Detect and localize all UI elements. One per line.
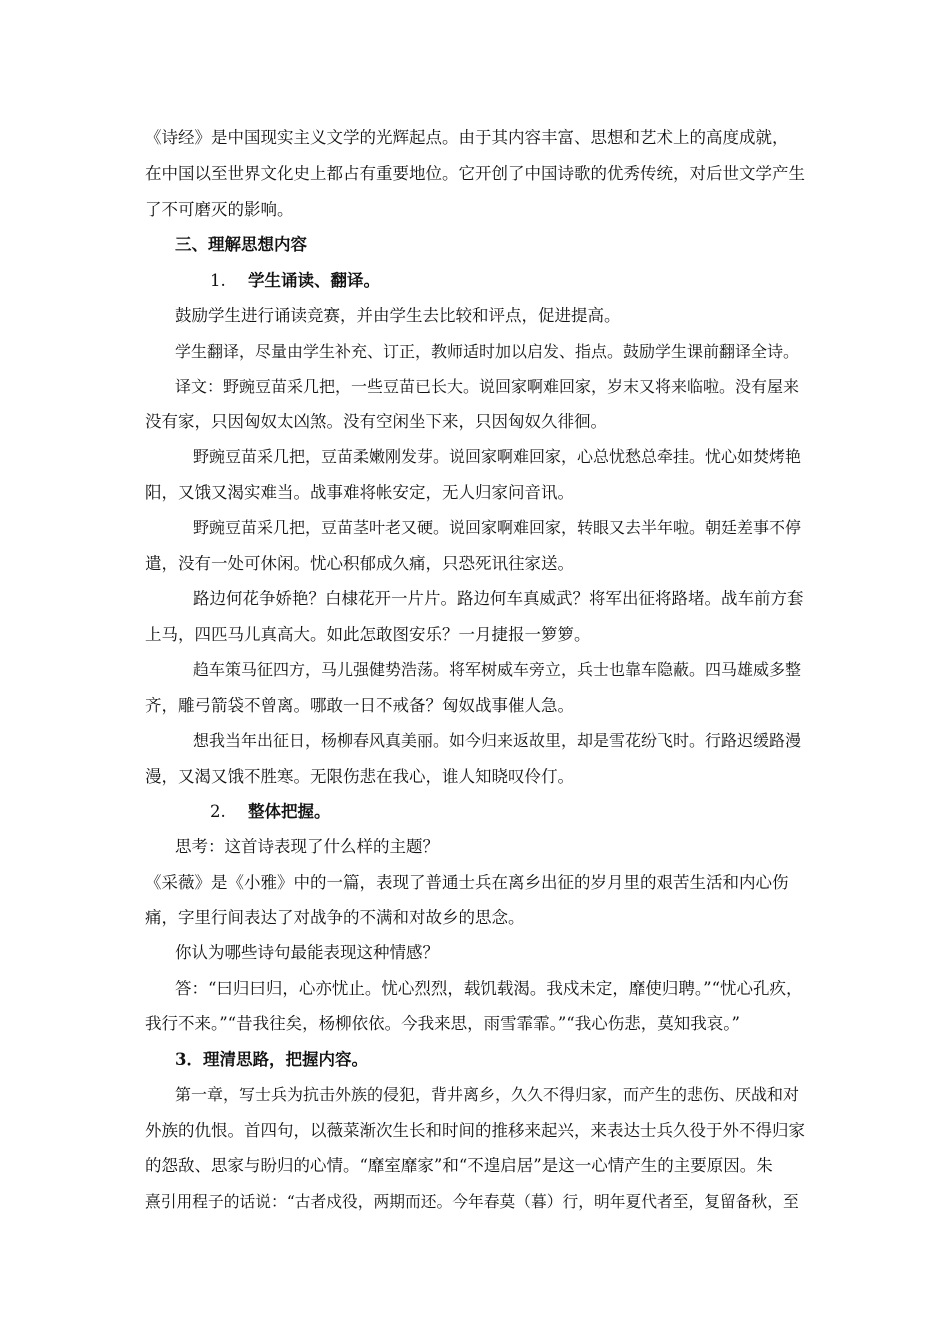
paragraph-line: 趋车策马征四方，马儿强健势浩荡。将军树威车旁立，兵士也靠车隐蔽。四马雄威多整 (193, 660, 802, 679)
paragraph-line: 野豌豆苗采几把，豆苗柔嫩刚发芽。说回家啊难回家，心总忧愁总牵挂。忧心如焚烤艳 (193, 447, 802, 466)
paragraph-line: 没有家，只因匈奴太凶煞。没有空闲坐下来，只因匈奴久徘徊。 (145, 412, 607, 431)
paragraph-line: 路边何花争娇艳？白棣花开一片片。路边何车真威武？将军出征将路堵。战车前方套 (193, 589, 804, 608)
paragraph-line: 遣，没有一处可休闲。忧心积郁成久痛，只恐死讯往家送。 (145, 554, 574, 573)
subheading (210, 270, 380, 292)
paragraph-line: 学生翻译，尽量由学生补充、订正，教师适时加以启发、指点。鼓励学生课前翻译全诗。 (175, 342, 800, 361)
subheading: 3．理清思路，把握内容。 (175, 1050, 368, 1069)
paragraph-line: 译文：野豌豆苗采几把，一些豆苗已长大。说回家啊难回家，岁末又将来临啦。没有屋来 (175, 377, 800, 396)
subheading (210, 801, 331, 823)
paragraph-line: 你认为哪些诗句最能表现这种情感？ (175, 943, 439, 962)
paragraph-line: 《诗经》是中国现实主义文学的光辉起点。由于其内容丰富、思想和艺术上的高度成就， (145, 128, 789, 147)
paragraph-line: 野豌豆苗采几把，豆苗茎叶老又硬。说回家啊难回家，转眼又去半年啦。朝廷差事不停 (193, 518, 802, 537)
paragraph-line: 第一章，写士兵为抗击外族的侵犯，背井离乡，久久不得归家，而产生的悲伤、厌战和对 (175, 1085, 800, 1104)
paragraph-line: 痛，字里行间表达了对战争的不满和对故乡的思念。 (145, 908, 525, 927)
paragraph-line: 上马，四匹马儿真高大。如此怎敢图安乐？一月捷报一箩箩。 (145, 625, 591, 644)
paragraph-line: 《采薇》是《小雅》中的一篇，表现了普通士兵在离乡出征的岁月里的艰苦生活和内心伤 (145, 873, 789, 892)
paragraph-line: 我行不来。”“昔我往矣，杨柳依依。今我来思，雨雪霏霏。”“我心伤悲，莫知我哀。” (145, 1014, 740, 1033)
paragraph-line: 鼓励学生进行诵读竞赛，并由学生去比较和评点，促进提高。 (175, 306, 621, 325)
paragraph-line: 外族的仇恨。首四句，以薇菜渐次生长和时间的推移来起兴，来表达士兵久役于外不得归家 (145, 1121, 805, 1140)
subheading-text: 学生诵读、翻译。 (248, 271, 380, 290)
paragraph-line: 想我当年出征日，杨柳春风真美丽。如今归来返故里，却是雪花纷飞时。行路迟缓路漫 (193, 731, 802, 750)
paragraph-line: 思考：这首诗表现了什么样的主题？ (175, 837, 439, 856)
section-heading: 三、理解思想内容 (175, 235, 307, 254)
paragraph-line: 熹引用程子的话说：“古者戍役，两期而还。今年春莫（暮）行，明年夏代者至，复留备秋，至 (145, 1192, 799, 1211)
subheading-text: 整体把握。 (248, 802, 331, 821)
paragraph-line: 了不可磨灭的影响。 (145, 200, 294, 219)
subheading-number: 1. (210, 271, 226, 290)
paragraph-line: 的怨敌、思家与盼归的心情。“靡室靡家”和“不遑启居”是这一心情产生的主要原因。朱 (145, 1156, 773, 1175)
paragraph-line: 漫，又渴又饿不胜寒。无限伤悲在我心，谁人知晓叹伶仃。 (145, 767, 574, 786)
paragraph-line: 答：“曰归曰归，心亦忧止。忧心烈烈，载饥载渴。我戍未定，靡使归聘。”“忧心孔疚， (175, 979, 803, 998)
paragraph-line: 阳，又饿又渴实难当。战事难将帐安定，无人归家问音讯。 (145, 483, 574, 502)
paragraph-line: 在中国以至世界文化史上都占有重要地位。它开创了中国诗歌的优秀传统，对后世文学产生 (145, 164, 805, 183)
paragraph-line: 齐，雕弓箭袋不曾离。哪敢一日不戒备？匈奴战事催人急。 (145, 696, 574, 715)
subheading-number: 2. (210, 802, 226, 821)
